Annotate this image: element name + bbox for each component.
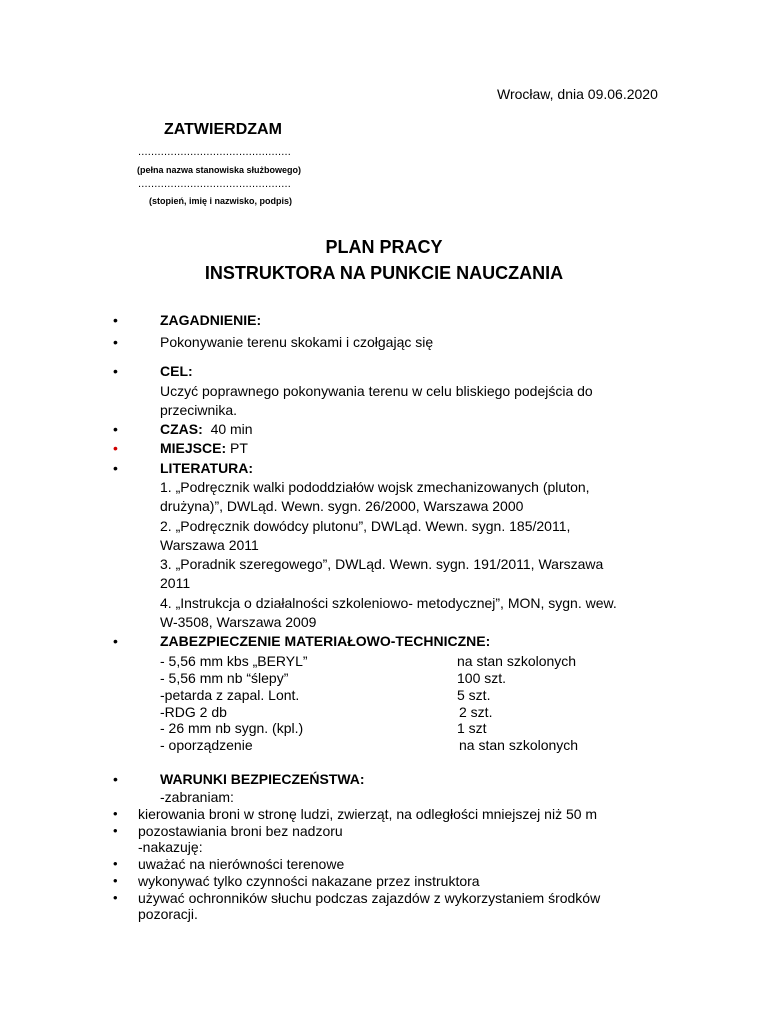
safety-item: pozostawiania broni bez nadzoru xyxy=(138,823,343,839)
document-date: Wrocław, dnia 09.06.2020 xyxy=(497,86,658,102)
zagadnienie-label: ZAGADNIENIE: xyxy=(160,312,262,328)
miejsce-row xyxy=(160,440,248,456)
document-subtitle: INSTRUKTORA NA PUNKCIE NAUCZANIA xyxy=(204,263,564,283)
bullet-icon: • xyxy=(113,856,118,871)
bullet-icon: • xyxy=(113,633,118,649)
position-note: (pełna nazwa stanowiska służbowego) xyxy=(137,165,302,175)
approval-heading: ZATWIERDZAM xyxy=(164,121,282,138)
signature-note: (stopień, imię i nazwisko, podpis) xyxy=(149,196,293,206)
czas-label: CZAS: xyxy=(160,421,203,437)
material-qty: 5 szt. xyxy=(457,687,491,703)
bullet-icon: • xyxy=(113,363,118,379)
bullet-icon: • xyxy=(113,823,118,838)
cel-text: przeciwnika. xyxy=(160,402,238,418)
zabraniam-label: -zabraniam: xyxy=(160,789,234,805)
warunki-label: WARUNKI BEZPIECZEŃSTWA: xyxy=(160,771,365,787)
literatura-line: 4. „Instrukcja o działalności szkoleniowo- metodycznej”, MON, sygn. wew. xyxy=(160,595,617,611)
bullet-icon: • xyxy=(113,806,118,821)
safety-item: używać ochronników słuchu podczas zajazdów z wykorzystaniem środków xyxy=(138,890,601,906)
cel-text: Uczyć poprawnego pokonywania terenu w celu bliskiego podejścia do xyxy=(160,383,593,399)
literatura-line: 3. „Poradnik szeregowego”, DWLąd. Wewn. sygn. 191/2011, Warszawa xyxy=(160,556,604,572)
literatura-line: 1. „Podręcznik walki pododdziałów wojsk zmechanizowanych (pluton, xyxy=(160,479,590,495)
cel-label: CEL: xyxy=(160,363,193,379)
literatura-line: W-3508, Warszawa 2009 xyxy=(160,614,317,630)
bullet-icon: • xyxy=(113,334,118,350)
bullet-icon: • xyxy=(113,890,118,905)
bullet-icon: • xyxy=(113,440,118,456)
bullet-icon: • xyxy=(113,771,118,787)
czas-row xyxy=(160,421,253,437)
zabezpieczenie-label: ZABEZPIECZENIE MATERIAŁOWO-TECHNICZNE: xyxy=(160,633,491,649)
signature-dots-line: ............................................... xyxy=(138,178,292,190)
literatura-line: drużyna)”, DWLąd. Wewn. sygn. 26/2000, Warszawa 2000 xyxy=(160,498,524,514)
material-item: - 5,56 mm nb “ślepy” xyxy=(160,670,289,686)
nakazuje-label: -nakazuję: xyxy=(138,839,203,855)
material-item: -RDG 2 db xyxy=(160,704,227,720)
literatura-label: LITERATURA: xyxy=(160,460,254,476)
miejsce-value: PT xyxy=(230,440,248,456)
material-item: -petarda z zapal. Lont. xyxy=(160,687,300,703)
document-title: PLAN PRACY xyxy=(325,237,443,257)
material-item: - 5,56 mm kbs „BERYL” xyxy=(160,653,308,669)
safety-item: wykonywać tylko czynności nakazane przez instruktora xyxy=(138,873,480,889)
safety-item: kierowania broni w stronę ludzi, zwierząt, na odległości mniejszej niż 50 m xyxy=(138,806,598,822)
bullet-icon: • xyxy=(113,312,118,328)
material-qty: 2 szt. xyxy=(459,704,493,720)
signature-dots-line: ............................................... xyxy=(138,146,292,158)
material-qty: na stan szkolonych xyxy=(459,737,579,753)
material-item: - oporządzenie xyxy=(160,737,253,753)
bullet-icon: • xyxy=(113,460,118,476)
material-qty: 1 szt xyxy=(457,720,487,736)
material-qty: 100 szt. xyxy=(457,670,507,686)
czas-value: 40 min xyxy=(210,421,253,437)
material-item: - 26 mm nb sygn. (kpl.) xyxy=(160,720,304,736)
miejsce-label: MIEJSCE: xyxy=(160,440,227,456)
safety-item: uważać na nierówności terenowe xyxy=(138,856,345,872)
literatura-line: 2011 xyxy=(160,575,191,591)
bullet-icon: • xyxy=(113,873,118,888)
safety-item-continuation: pozoracji. xyxy=(138,906,198,922)
zagadnienie-text: Pokonywanie terenu skokami i czołgając się xyxy=(160,334,434,350)
bullet-icon: • xyxy=(113,421,118,437)
material-qty: na stan szkolonych xyxy=(457,653,577,669)
literatura-line: Warszawa 2011 xyxy=(160,537,259,553)
literatura-line: 2. „Podręcznik dowódcy plutonu”, DWLąd. Wewn. sygn. 185/2011, xyxy=(160,518,571,534)
